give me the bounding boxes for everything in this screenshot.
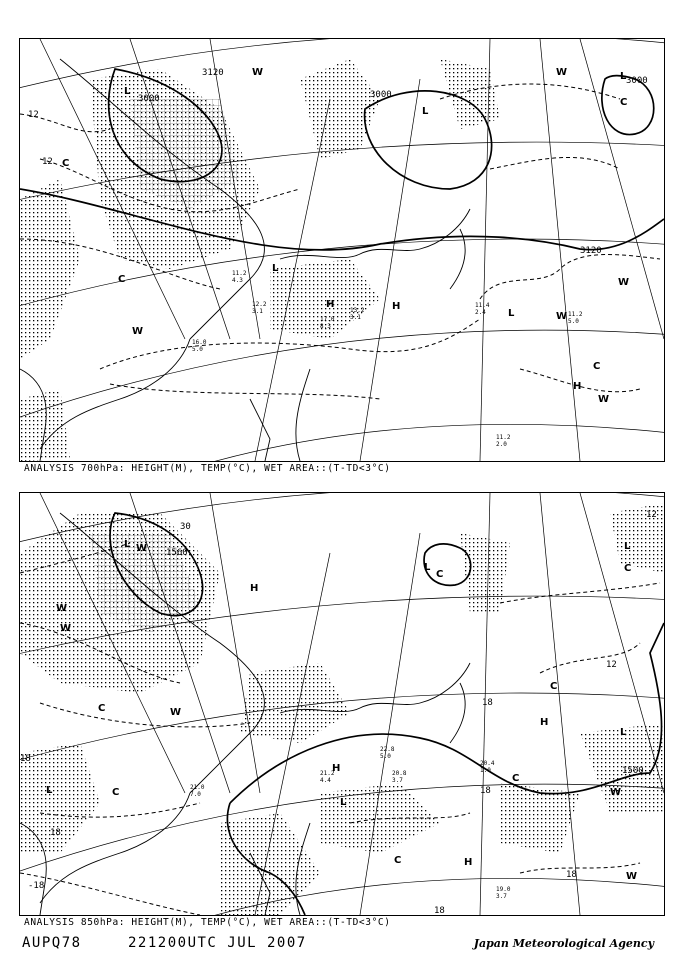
system-marker: H — [332, 763, 341, 774]
station-dewpoint-depression: 2.0 — [496, 441, 507, 448]
station-temp: 11.4 — [475, 302, 490, 309]
system-marker: C — [98, 703, 106, 714]
station-temp: 21.2 — [320, 770, 335, 777]
system-marker: C — [62, 158, 70, 169]
system-marker: W — [598, 394, 610, 405]
system-marker: W — [556, 67, 568, 78]
system-marker: W — [556, 311, 568, 322]
system-marker: L — [508, 308, 515, 319]
map-850hpa — [20, 493, 664, 915]
temperature-label: 12 — [42, 157, 53, 167]
system-marker: H — [326, 299, 335, 310]
system-marker: L — [620, 727, 627, 738]
temperature-label: 18 — [20, 754, 31, 764]
bulletin-code: AUPQ78 — [22, 935, 82, 951]
caption-850hpa: ANALYSIS 850hPa: HEIGHT(M), TEMP(°C), WET AREA::(T-TD<3°C) — [24, 917, 391, 928]
station-dewpoint-depression: 4.4 — [320, 777, 331, 784]
system-marker: L — [620, 71, 627, 82]
temperature-label: 12 — [606, 660, 617, 670]
system-marker: W — [170, 707, 182, 718]
height-label: 1500 — [622, 766, 644, 776]
system-marker: H — [392, 301, 401, 312]
station-temp: 11.2 — [232, 270, 247, 277]
system-marker: L — [272, 263, 279, 274]
system-marker: C — [550, 681, 558, 692]
station-dewpoint-depression: 5.0 — [380, 753, 391, 760]
station-temp: 17.0 — [320, 316, 335, 323]
height-label: 3120 — [202, 68, 224, 78]
system-marker: C — [624, 563, 632, 574]
system-marker: C — [593, 361, 601, 372]
temperature-label: 18 — [480, 786, 491, 796]
station-dewpoint-depression: 3.7 — [392, 777, 403, 784]
station-temp: 11.2 — [568, 311, 583, 318]
temperature-label: 18 — [50, 828, 61, 838]
station-temp: 16.0 — [192, 339, 207, 346]
station-dewpoint-depression: 1.0 — [480, 767, 491, 774]
system-marker: L — [124, 86, 131, 97]
system-marker: L — [340, 797, 347, 808]
station-dewpoint-depression: 8.3 — [320, 323, 331, 330]
system-marker: L — [624, 541, 631, 552]
station-dewpoint-depression: 2.4 — [475, 309, 486, 316]
wet-areas — [20, 59, 500, 461]
system-marker: C — [394, 855, 402, 866]
system-marker: H — [573, 381, 582, 392]
station-dewpoint-depression: 3.1 — [252, 308, 263, 315]
system-marker: W — [60, 623, 72, 634]
station-temp: 19.0 — [496, 886, 511, 893]
height-label: 1560 — [166, 548, 188, 558]
height-label: 3120 — [580, 246, 602, 256]
station-dewpoint-depression: 4.3 — [232, 277, 243, 284]
station-temp: 12.2 — [252, 301, 267, 308]
chart-850hpa — [19, 492, 665, 916]
system-marker: C — [436, 569, 444, 580]
coastlines — [20, 59, 470, 461]
system-marker: H — [250, 583, 259, 594]
caption-700hpa: ANALYSIS 700hPa: HEIGHT(M), TEMP(°C), WET AREA::(T-TD<3°C) — [24, 463, 391, 474]
system-marker: W — [618, 277, 630, 288]
station-dewpoint-depression: 5.0 — [568, 318, 579, 325]
station-temp: 20.8 — [392, 770, 407, 777]
system-marker: L — [424, 562, 431, 573]
agency-credit: Japan Meteorological Agency — [473, 937, 654, 950]
station-dewpoint-depression: 3.7 — [496, 893, 507, 900]
height-label: 3000 — [138, 94, 160, 104]
system-marker: W — [56, 603, 68, 614]
station-dewpoint-depression: 5.0 — [192, 346, 203, 353]
station-temp: 11.2 — [496, 434, 511, 441]
system-marker: C — [620, 97, 628, 108]
system-marker: L — [124, 539, 131, 550]
map-700hpa — [20, 39, 664, 461]
temperature-label: 18 — [434, 906, 445, 915]
system-marker: W — [136, 543, 148, 554]
system-marker: C — [112, 787, 120, 798]
temperature-label: 30 — [180, 522, 191, 532]
station-temp: 20.4 — [480, 760, 495, 767]
station-temp: 13.2 — [350, 307, 365, 314]
station-temp: 21.0 — [190, 784, 205, 791]
system-marker: W — [610, 787, 622, 798]
station-temp: 22.8 — [380, 746, 395, 753]
system-marker: C — [512, 773, 520, 784]
chart-700hpa — [19, 38, 665, 462]
system-marker: H — [540, 717, 549, 728]
system-marker: L — [46, 785, 53, 796]
system-marker: H — [464, 857, 473, 868]
height-label: 3000 — [626, 76, 648, 86]
system-marker: C — [118, 274, 126, 285]
system-marker: L — [422, 106, 429, 117]
temperature-label: 12 — [28, 110, 39, 120]
analysis-datetime: 221200UTC JUL 2007 — [128, 935, 307, 951]
temperature-label: 18 — [482, 698, 493, 708]
temperature-label: 18 — [566, 870, 577, 880]
station-dewpoint-depression: 7.0 — [190, 791, 201, 798]
temperature-label: 12 — [646, 510, 657, 520]
height-label: 3000 — [370, 90, 392, 100]
system-marker: W — [132, 326, 144, 337]
system-marker: W — [252, 67, 264, 78]
system-marker: W — [626, 871, 638, 882]
temperature-label: -18 — [28, 881, 45, 891]
station-dewpoint-depression: 3.1 — [350, 314, 361, 321]
